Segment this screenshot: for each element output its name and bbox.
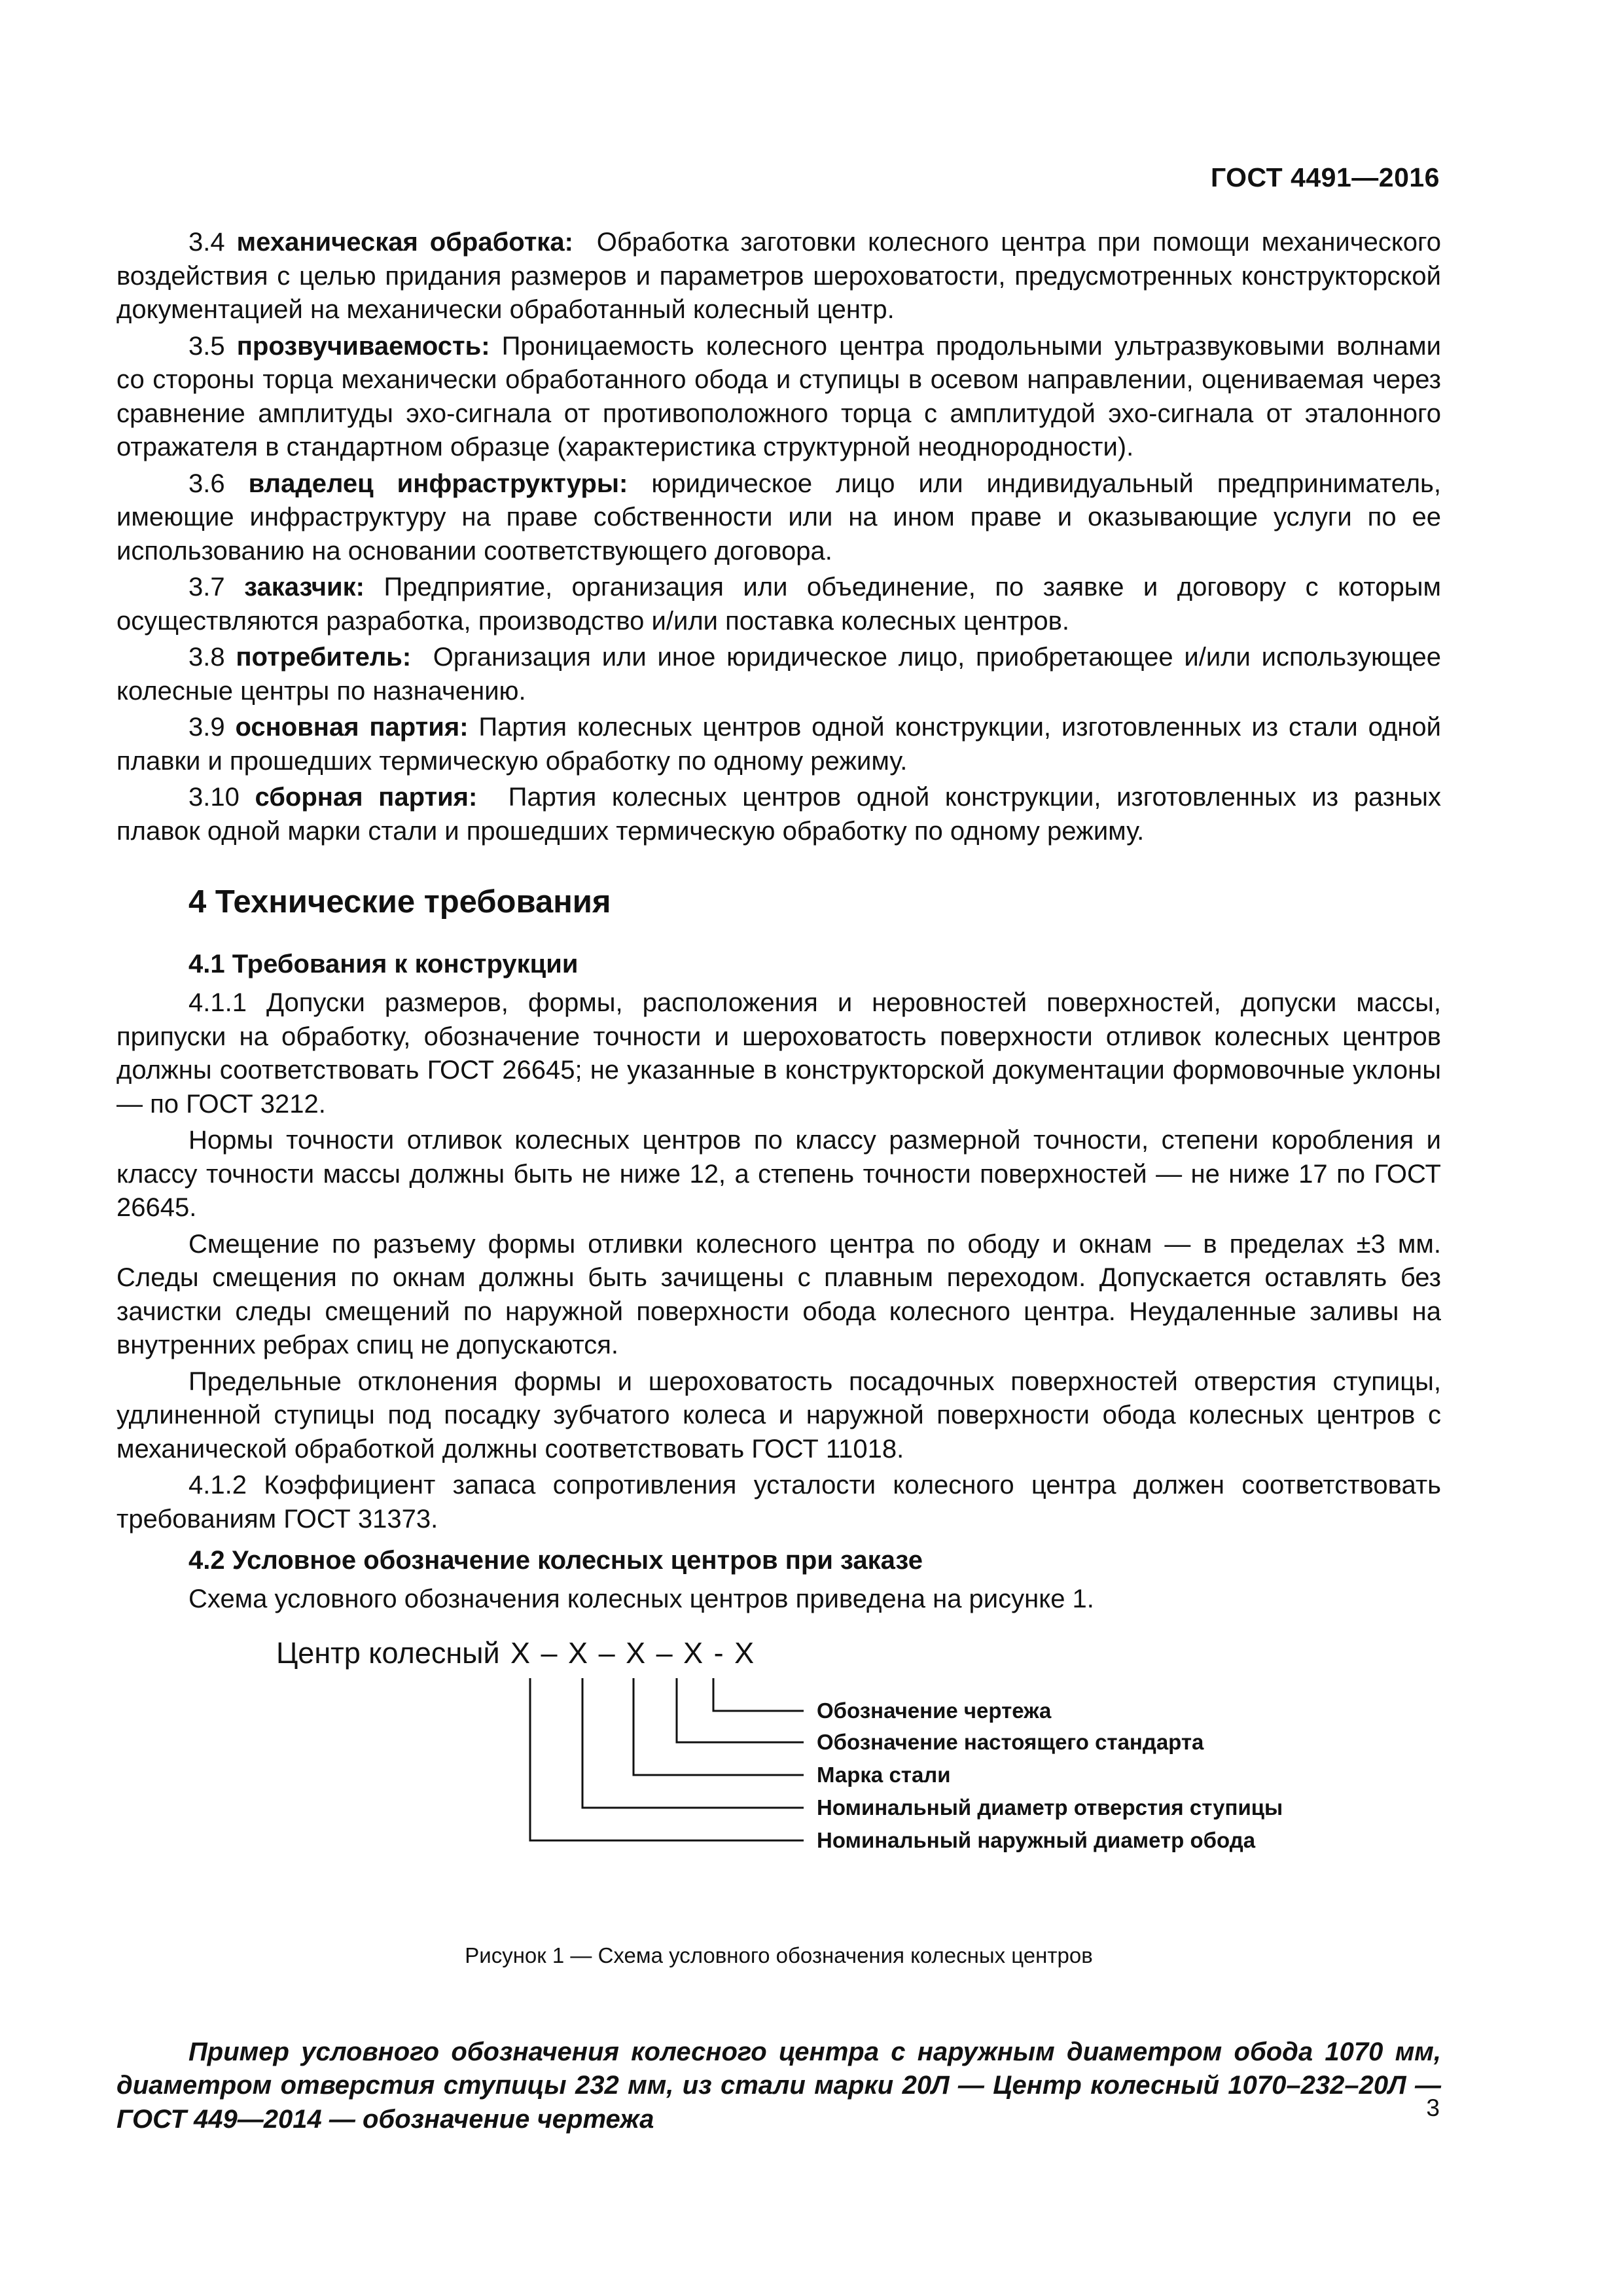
designation-code: X – X – X – X - X (510, 1636, 756, 1670)
term-definition: 3.4 механическая обработка: Обработка заготовки колесного центра при помощи механического воздействия с целью придания размеров и параметров шероховатости, предусмотренных конструкторской документацией на механически обработанный колесный центр. (116, 228, 1441, 324)
designation-scheme-figure (116, 1634, 1441, 1909)
page-number: 3 (1426, 2094, 1440, 2121)
label-hub-bore-diameter: Номинальный диаметр отверстия ступицы (817, 1795, 1283, 1820)
paragraph: Предельные отклонения формы и шероховатость посадочных поверхностей отверстия ступицы, удлиненной ступицы под посадку зубчатого колеса и наружной поверхности обода колесных центров с механической обработкой должны соответствовать ГОСТ 11018. (116, 1367, 1441, 1463)
term-definition: 3.7 заказчик: Предприятие, организация или объединение, по заявке и договору с которым осуществляются разработка, производство и/или поставка колесных центров. (116, 573, 1441, 636)
term-name: механическая обработка: (236, 228, 573, 257)
term-definition: 3.8 потребитель: Организация или иное юридическое лицо, приобретающее и/или использующее колесные центры по назначению. (116, 643, 1441, 706)
term-definition: 3.6 владелец инфраструктуры: юридическое лицо или индивидуальный предприниматель, имеющие инфраструктуру на праве собственности или на ином праве и оказывающие услуги по ее использованию на основании соответствующего договора. (116, 469, 1441, 565)
term-name: сборная партия: (255, 783, 478, 812)
term-name: потребитель: (236, 643, 412, 672)
leader-line-rim (530, 1678, 804, 1840)
leader-line-drawing (713, 1678, 804, 1711)
designation-example: Пример условного обозначения колесного центра с наружным диаметром обода 1070 мм, диаметром отверстия ступицы 232 мм, из стали марки 20Л — Центр колесный 1070–232–20Л — ГОСТ 449—2014 — обозначение чертежа (116, 2037, 1441, 2134)
term-name: заказчик: (244, 573, 365, 601)
term-name: основная партия: (235, 713, 469, 742)
section-heading: 4 Технические требования (188, 884, 611, 920)
paragraph: Нормы точности отливок колесных центров по классу размерной точности, степени коробления и классу точности массы должны быть не ниже 12, а степень точности поверхностей — не ниже 17 по ГОСТ 26645. (116, 1126, 1441, 1222)
document-number-header: ГОСТ 4491—2016 (1210, 162, 1440, 192)
label-rim-outer-diameter: Номинальный наружный диаметр обода (817, 1827, 1256, 1852)
paragraph: 4.1.1 Допуски размеров, формы, расположения и неровностей поверхностей, допуски массы, припуски на обработку, обозначение точности и шероховатость поверхности отливок колесных центров должны соответствовать ГОСТ 26645; не указанные в конструкторской документации формовочные уклоны — по ГОСТ 3212. (116, 988, 1441, 1119)
designation-prefix: Центр колесный (276, 1636, 500, 1670)
paragraph: Схема условного обозначения колесных центров приведена на рисунке 1. (188, 1585, 1094, 1613)
term-name: прозвучиваемость: (236, 331, 490, 361)
label-steel-grade: Марка стали (817, 1762, 951, 1787)
paragraph: Смещение по разъему формы отливки колесного центра по ободу и окнам — в пределах ±3 мм. Следы смещения по окнам должны быть зачищены с плавным переходом. Допускается оставлять без зачистки следы смещений по наружной поверхности обода колесного центра. Неудаленные заливы на внутренних ребрах спиц не допускаются. (116, 1229, 1441, 1359)
subsection-heading: 4.1 Требования к конструкции (188, 950, 579, 978)
term-definition: 3.10 сборная партия: Партия колесных центров одной конструкции, изготовленных из разных плавок одной марки стали и прошедших термическую обработку по одному режиму. (116, 783, 1441, 846)
designation-scheme-lines (116, 1634, 1441, 1909)
paragraph: 4.1.2 Коэффициент запаса сопротивления усталости колесного центра должен соответствовать требованиям ГОСТ 31373. (116, 1471, 1441, 1534)
label-standard-designation: Обозначение настоящего стандарта (817, 1729, 1204, 1754)
subsection-heading: 4.2 Условное обозначение колесных центров при заказе (188, 1546, 923, 1575)
label-drawing-designation: Обозначение чертежа (817, 1698, 1052, 1723)
term-definition: 3.9 основная партия: Партия колесных центров одной конструкции, изготовленных из стали одной плавки и прошедших термическую обработку по одному режиму. (116, 713, 1441, 776)
page-content (116, 226, 1441, 2136)
term-definition: 3.5 прозвучиваемость: Проницаемость колесного центра продольными ультразвуковыми волнами со стороны торца механически обработанного обода и ступицы в осевом направлении, оцениваемая через сравнение амплитуды эхо-сигнала от противоположного торца с амплитудой эхо-сигнала от эталонного отражателя в стандартном образце (характеристика структурной неоднородности). (116, 331, 1441, 461)
term-name: владелец инфраструктуры: (248, 469, 628, 498)
figure-caption: Рисунок 1 — Схема условного обозначения колесных центров (465, 1943, 1093, 1967)
leader-line-steel (633, 1678, 804, 1775)
